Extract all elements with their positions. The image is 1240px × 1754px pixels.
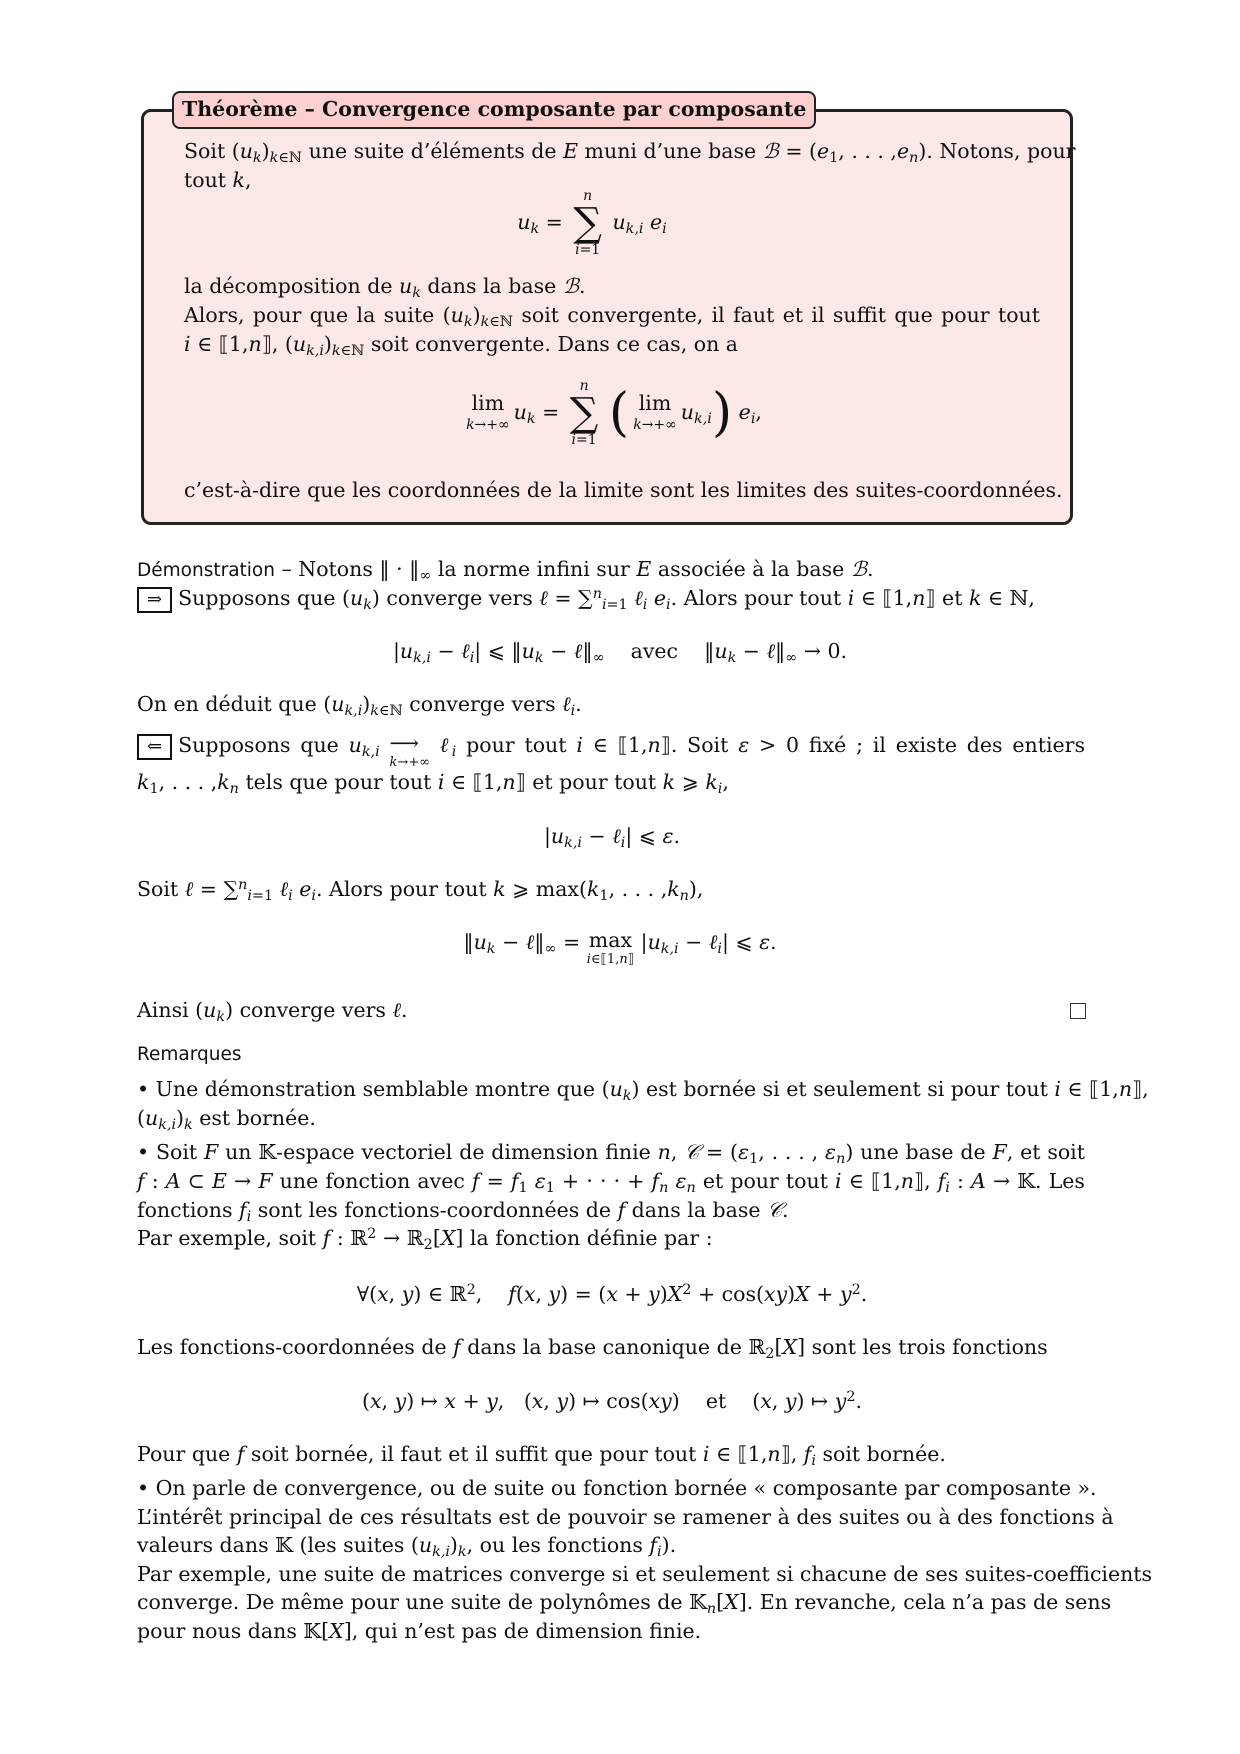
demo-label: Démonstration bbox=[137, 560, 275, 581]
remark-3-line-6: pour nous dans 𝕂[X], qui n’est pas de dimension finie. bbox=[137, 1619, 702, 1643]
remark-3-line-2: L’intérêt principal de ces résultats est de pouvoir se ramener à des suites ou à des fonctions à bbox=[137, 1505, 1114, 1529]
theorem-line-3: la décomposition de $u_k$ dans la base ℬ. bbox=[184, 274, 586, 302]
demo-forward: ⇒ Supposons que $(u_k)$ converge vers ℓ = ∑$^n_{i=1}$ ℓ$_i$ $e_i$. Alors pour tout i ∈ ⟦1,n⟧ et k ∈ ℕ, bbox=[137, 584, 1035, 613]
backward-tag: ⇐ bbox=[137, 734, 172, 760]
demo-conclusion: Ainsi $(u_k)$ converge vers ℓ. bbox=[137, 998, 408, 1026]
remark-1-line-2: $(u_{k,i})_k$ est bornée. bbox=[137, 1106, 316, 1134]
demo-intro: Démonstration – Notons ‖ · $‖_\infty$ la norme infini sur E associée à la base ℬ. bbox=[137, 557, 874, 585]
remark-2-line-6: Pour que f soit bornée, il faut et il suffit que pour tout i ∈ ⟦1,n⟧, $f_i$ soit bornée. bbox=[137, 1442, 946, 1470]
forward-tag: ⇒ bbox=[137, 587, 172, 613]
remark-2-line-5: Les fonctions-coordonnées de f dans la base canonique de ℝ$_2$[X] sont les trois fonctions bbox=[137, 1335, 1048, 1363]
remark-2-line-4: Par exemple, soit f : ℝ$^2$ → ℝ$_2$[X] la fonction définie par : bbox=[137, 1225, 713, 1254]
formula-limit: lim k→+∞ $u_k$ = n ∑ i=1 ( lim k→+∞ $u_{k,i}$) $e_i$, bbox=[466, 378, 762, 448]
theorem-line-2: tout k, bbox=[184, 168, 252, 192]
formula-backward-ineq: $|u_{k,i}$ − ℓ$_i$| ⩽ ε. bbox=[544, 824, 680, 852]
formula-forward-ineq: $|u_{k,i}$ − ℓ$_i$| ⩽ $‖u_k$ − $\ell‖_\infty$ avec $‖u_k$ − $\ell‖_\infty \to 0$. bbox=[392, 639, 848, 667]
formula-example-f: ∀(x, y) ∈ ℝ$^2$, f(x, $y) = (x + y)X^2 + \cos(xy)X + y^2$. bbox=[356, 1281, 868, 1306]
theorem-line-5: i ∈ ⟦1,n⟧, $(u_{k,i})_{k\in ℕ}$ soit convergente. Dans ce cas, on a bbox=[184, 332, 739, 360]
remark-3-line-1: • On parle de convergence, ou de suite ou fonction bornée « composante par composante ». bbox=[137, 1476, 1097, 1500]
remark-3-line-3: valeurs dans 𝕂 (les suites $(u_{k,i})_k$, ou les fonctions $f_i$). bbox=[137, 1533, 677, 1561]
formula-max: $‖u_k$ − $\ell‖_\infty = \max$ i∈⟦1,n⟧ $|u_{k,i}$ − ℓ$_i$| ⩽ ε. bbox=[463, 928, 777, 967]
formula-coordinate-functions: (x, y) ↦ x + y, (x, y) ↦ cos(xy) et (x, y) ↦ $y^2$. bbox=[361, 1388, 862, 1413]
remark-2-line-1: • Soit F un 𝕂-espace vectoriel de dimension finie n, 𝒞 = ($\varepsilon_1$, . . . , $\varepsilon_n$) une base de F, et soit bbox=[137, 1140, 1085, 1168]
demo-backward-1: ⇐ Supposons que $u_{k,i}$ ⟶ k→+∞ ℓ$_i$ pour tout i ∈ ⟦1,n⟧. Soit ε > 0 fixé ; il existe des entiers bbox=[137, 731, 1085, 770]
qed-square bbox=[1070, 1003, 1086, 1019]
remark-2-line-3: fonctions $f_i$ sont les fonctions-coordonnées de f dans la base 𝒞. bbox=[137, 1198, 789, 1226]
remark-1-line-1: • Une démonstration semblable montre que $(u_k)$ est bornée si et seulement si pour tout i ∈ ⟦1,n⟧, bbox=[137, 1077, 1149, 1105]
theorem-line-6: c’est-à-dire que les coordonnées de la limite sont les limites des suites-coordonnées. bbox=[184, 478, 1063, 502]
demo-backward-3: Soit ℓ = ∑$^n_{i=1}$ ℓ$_i$ $e_i$. Alors pour tout k ⩾ $\max(k_1$, . . . $,k_n$), bbox=[137, 876, 704, 905]
theorem-title: Théorème – Convergence composante par composante bbox=[172, 91, 816, 129]
remark-3-line-4: Par exemple, une suite de matrices converge si et seulement si chacune de ses suites-coefficients bbox=[137, 1562, 1153, 1586]
et-word: et bbox=[705, 1389, 727, 1413]
theorem-line-4: Alors, pour que la suite $(u_k)_{k\in ℕ}$ soit convergente, il faut et il suffit que pour tout bbox=[184, 303, 1040, 331]
demo-forward-conclusion: On en déduit que $(u_{k,i})_{k\in ℕ}$ converge vers ℓ$_i$. bbox=[137, 692, 582, 720]
theorem-line-1: Soit $(u_k)_{k\in ℕ}$ une suite d’éléments de E muni d’une base ℬ = ($e_1$, . . . $,e_n$). Notons, pour bbox=[184, 139, 1076, 167]
remark-2-line-2: f : A ⊂ E → F une fonction avec $f = f_1$ $\varepsilon_1$ + · · · + $f_n$ $\varepsilon_n$ et pour tout i ∈ ⟦1,n⟧, $f_i$ : A → 𝕂. Les bbox=[137, 1169, 1085, 1197]
remarks-heading: Remarques bbox=[137, 1044, 242, 1065]
formula-decomposition: $u_k$ = n ∑ i=1 $u_{k,i}$ $e_i$ bbox=[517, 188, 667, 258]
remark-3-line-5: converge. De même pour une suite de polynômes de 𝕂$_n$[X]. En revanche, cela n’a pas de sens bbox=[137, 1590, 1112, 1618]
avec-word: avec bbox=[630, 639, 679, 663]
demo-backward-2: $k_1$, . . . $,k_n$ tels que pour tout i ∈ ⟦1,n⟧ et pour tout k ⩾ $k_i$, bbox=[137, 770, 729, 798]
